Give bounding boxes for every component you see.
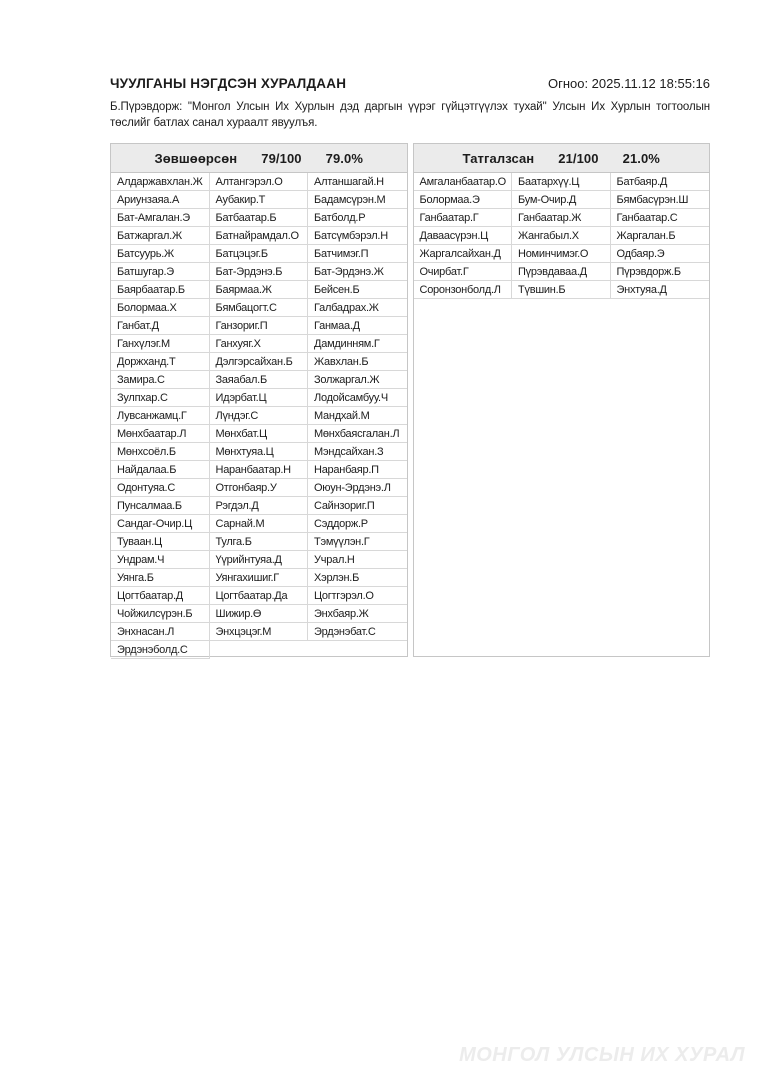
watermark: МОНГОЛ УЛСЫН ИХ ХУРАЛ [459,1044,745,1066]
member-name-cell: Ганбаатар.Ж [512,209,611,227]
member-name-cell: Батнайрамдал.О [210,227,309,245]
member-name-cell: Пүрэвдорж.Б [611,263,710,281]
member-name-cell: Энхбаяр.Ж [308,605,407,623]
member-name-cell: Лувсанжамц.Г [111,407,210,425]
approved-count: 79/100 [261,150,302,166]
member-name-cell: Баярбаатар.Б [111,281,210,299]
approved-percent: 79.0% [325,150,363,166]
member-name-cell: Ундрам.Ч [111,551,210,569]
member-name-cell: Бямбасүрэн.Ш [611,191,710,209]
member-name-cell: Соронзонболд.Л [414,281,513,299]
approved-panel [110,143,408,657]
approved-header [111,144,407,173]
member-name-cell: Цогтгэрэл.О [308,587,407,605]
member-name-cell: Жаргалан.Б [611,227,710,245]
member-name-cell: Лүндэг.С [210,407,309,425]
member-name-cell: Заяабал.Б [210,371,309,389]
member-name-cell: Батбаяр.Д [611,173,710,191]
member-name-cell: Батсүмбэрэл.Н [308,227,407,245]
member-name-cell: Бат-Эрдэнэ.Ж [308,263,407,281]
member-name-cell: Түвшин.Б [512,281,611,299]
member-name-cell: Сэддорж.Р [308,515,407,533]
approved-label: Зөвшөөрсөн [154,150,238,166]
member-name-cell: Шижир.Ө [210,605,309,623]
empty-cell [308,641,407,659]
member-name-cell: Рэгдэл.Д [210,497,309,515]
member-name-cell: Лодойсамбуу.Ч [308,389,407,407]
member-name-cell: Эрдэнэбат.С [308,623,407,641]
member-name-cell: Энхнасан.Л [111,623,210,641]
member-name-cell: Ганбаатар.С [611,209,710,227]
member-name-cell: Учрал.Н [308,551,407,569]
member-name-cell: Бейсен.Б [308,281,407,299]
member-name-cell: Жавхлан.Б [308,353,407,371]
empty-cell [210,641,309,659]
member-name-cell: Очирбат.Г [414,263,513,281]
member-name-cell: Баатархүү.Ц [512,173,611,191]
member-name-cell: Бадамсүрэн.М [308,191,407,209]
member-name-cell: Бат-Эрдэнэ.Б [210,263,309,281]
member-name-cell: Мөнхтуяа.Ц [210,443,309,461]
member-name-cell: Одбаяр.Э [611,245,710,263]
member-name-cell: Мөнхсоёл.Б [111,443,210,461]
member-name-cell: Бум-Очир.Д [512,191,611,209]
approved-members-table [111,173,407,659]
member-name-cell: Сандаг-Очир.Ц [111,515,210,533]
vote-result-tables [110,143,710,657]
member-name-cell: Ганхүлэг.М [111,335,210,353]
member-name-cell: Бат-Амгалан.Э [111,209,210,227]
rejected-label: Татгалзсан [462,150,535,166]
member-name-cell: Золжаргал.Ж [308,371,407,389]
member-name-cell: Энхцэцэг.М [210,623,309,641]
rejected-percent: 21.0% [622,150,660,166]
member-name-cell: Зулпхар.С [111,389,210,407]
member-name-cell: Пүрэвдаваа.Д [512,263,611,281]
member-name-cell: Отгонбаяр.У [210,479,309,497]
member-name-cell: Мөнхбаясгалан.Л [308,425,407,443]
member-name-cell: Жаргалсайхан.Д [414,245,513,263]
member-name-cell: Эрдэнэболд.С [111,641,210,659]
member-name-cell: Ариунзаяа.А [111,191,210,209]
member-name-cell: Дамдинням.Г [308,335,407,353]
member-name-cell: Тулга.Б [210,533,309,551]
member-name-cell: Батболд.Р [308,209,407,227]
member-name-cell: Наранбаяр.П [308,461,407,479]
member-name-cell: Энхтуяа.Д [611,281,710,299]
report-header [110,76,710,91]
voting-report [110,76,710,657]
member-name-cell: Мөнхбаатар.Л [111,425,210,443]
member-name-cell: Мэндсайхан.З [308,443,407,461]
rejected-panel [413,143,711,657]
member-name-cell: Ганбаатар.Г [414,209,513,227]
member-name-cell: Амгаланбаатар.О [414,173,513,191]
member-name-cell: Замира.С [111,371,210,389]
member-name-cell: Ганмаа.Д [308,317,407,335]
member-name-cell: Болормаа.Х [111,299,210,317]
member-name-cell: Алтангэрэл.О [210,173,309,191]
member-name-cell: Галбадрах.Ж [308,299,407,317]
member-name-cell: Уянгахишиг.Г [210,569,309,587]
member-name-cell: Ганбат.Д [111,317,210,335]
member-name-cell: Мөнхбат.Ц [210,425,309,443]
member-name-cell: Батчимэг.П [308,245,407,263]
member-name-cell: Батцэцэг.Б [210,245,309,263]
member-name-cell: Бямбацогт.С [210,299,309,317]
member-name-cell: Батшугар.Э [111,263,210,281]
member-name-cell: Наранбаатар.Н [210,461,309,479]
member-name-cell: Ганзориг.П [210,317,309,335]
member-name-cell: Алтаншагай.Н [308,173,407,191]
rejected-count: 21/100 [558,150,599,166]
member-name-cell: Болормаа.Э [414,191,513,209]
member-name-cell: Уянга.Б [111,569,210,587]
member-name-cell: Хэрлэн.Б [308,569,407,587]
member-name-cell: Дэлгэрсайхан.Б [210,353,309,371]
member-name-cell: Мандхай.М [308,407,407,425]
vote-description: Б.Пүрэвдорж: "Монгол Улсын Их Хурлын дэд даргын үүрэг гүйцэтгүүлэх тухай" Улсын Их Хурлын тогтоолын төслийг батлах санал хураалт явуулъя. [110,101,710,129]
member-name-cell: Оюун-Эрдэнэ.Л [308,479,407,497]
member-name-cell: Цогтбаатар.Да [210,587,309,605]
member-name-cell: Пунсалмаа.Б [111,497,210,515]
member-name-cell: Найдалаа.Б [111,461,210,479]
member-name-cell: Үүрийнтуяа.Д [210,551,309,569]
member-name-cell: Сайнзориг.П [308,497,407,515]
member-name-cell: Аубакир.Т [210,191,309,209]
member-name-cell: Доржханд.Т [111,353,210,371]
rejected-members-table [414,173,710,299]
member-name-cell: Жангабыл.Х [512,227,611,245]
member-name-cell: Туваан.Ц [111,533,210,551]
member-name-cell: Одонтуяа.С [111,479,210,497]
member-name-cell: Даваасүрэн.Ц [414,227,513,245]
member-name-cell: Цогтбаатар.Д [111,587,210,605]
rejected-header [414,144,710,173]
member-name-cell: Ганхуяг.Х [210,335,309,353]
date-label: Огноо: 2025.11.12 18:55:16 [547,76,710,91]
page-title: ЧУУЛГАНЫ НЭГДСЭН ХУРАЛДААН [110,76,347,91]
member-name-cell: Батжаргал.Ж [111,227,210,245]
member-name-cell: Батсуурь.Ж [111,245,210,263]
member-name-cell: Батбаатар.Б [210,209,309,227]
member-name-cell: Алдаржавхлан.Ж [111,173,210,191]
member-name-cell: Сарнай.М [210,515,309,533]
member-name-cell: Чойжилсүрэн.Б [111,605,210,623]
member-name-cell: Баярмаа.Ж [210,281,309,299]
member-name-cell: Тэмүүлэн.Г [308,533,407,551]
member-name-cell: Идэрбат.Ц [210,389,309,407]
member-name-cell: Номинчимэг.О [512,245,611,263]
